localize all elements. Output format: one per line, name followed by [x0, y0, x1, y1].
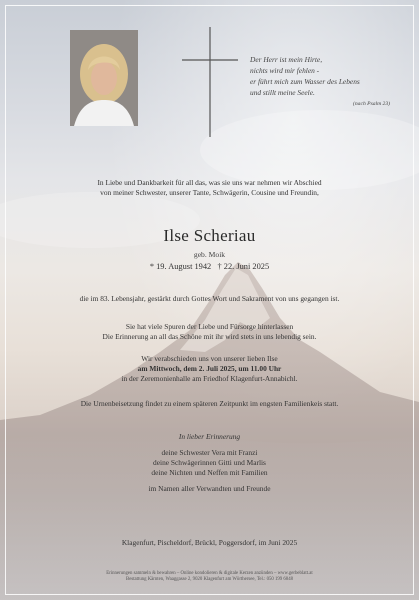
psalm-quote	[250, 54, 390, 110]
deceased-name: Ilse Scheriau	[163, 226, 256, 245]
intro-text	[30, 178, 389, 198]
mourner-line: im Namen aller Verwandten und Freunde	[148, 484, 271, 493]
intro-line-2: von meiner Schwester, unserer Tante, Schwägerin, Cousine und Freundin,	[100, 188, 319, 197]
farewell-line-2: am Mittwoch, dem 2. Juli 2025, um 11.00 Uhr	[137, 364, 282, 373]
psalm-line: nichts wird mir fehlen -	[250, 66, 320, 75]
mourners-heading: In lieber Erinnerung	[178, 432, 241, 441]
farewell-text	[30, 354, 389, 384]
mourner-line: deine Schwester Vera mit Franzi	[161, 448, 258, 457]
place-date: Klagenfurt, Pischeldorf, Brückl, Poggersdorf, im Juni 2025	[121, 538, 298, 547]
mourners-block	[30, 432, 389, 494]
mourner-line: deine Nichten und Neffen mit Familien	[151, 468, 268, 477]
memory-text	[30, 322, 389, 342]
life-dates	[30, 262, 389, 271]
cross-icon	[182, 27, 238, 137]
footer-line-2: Bestattung Kärnten, Waaggasse 2, 9020 Klagenfurt am Wörthersee, Tel.: 050 199 6848	[126, 577, 293, 583]
death-date: † 22. Juni 2025	[217, 262, 270, 271]
birth-date: * 19. August 1942	[149, 262, 212, 271]
age-line: die im 83. Lebensjahr, gestärkt durch Gottes Wort und Sakrament von uns gegangen ist.	[79, 294, 340, 303]
farewell-line-3: in der Zeremonienhalle am Friedhof Klagenfurt-Annabichl.	[121, 374, 298, 383]
memory-line-2: Die Erinnerung an all das Schöne mit ihr wird stets in uns lebendig sein.	[102, 332, 317, 341]
mourner-line: deine Schwägerinnen Gitti und Marlis	[153, 458, 266, 467]
urn-burial-text: Die Urnenbeisetzung findet zu einem späteren Zeitpunkt im engsten Familienkeis statt.	[80, 399, 339, 408]
maiden-name: geb. Moik	[193, 250, 226, 259]
portrait-photo	[70, 30, 138, 126]
psalm-line: er führt mich zum Wasser des Lebens	[250, 77, 360, 86]
psalm-line: und stillt meine Seele.	[250, 88, 315, 97]
farewell-line-1: Wir verabschieden uns von unserer lieben Ilse	[141, 354, 278, 363]
psalm-line: Der Herr ist mein Hirte,	[250, 55, 323, 64]
footer	[20, 571, 399, 583]
footer-line-1: Erinnerungen sammeln & bewahren – Online kondolieren & digitale Kerzen anzünden – www.gerbeblatt.at	[106, 571, 313, 576]
memory-line-1: Sie hat viele Spuren der Liebe und Fürsorge hinterlassen	[125, 322, 294, 331]
psalm-source: (nach Psalm 23)	[353, 101, 390, 107]
intro-line-1: In Liebe und Dankbarkeit für all das, was sie uns war nehmen wir Abschied	[97, 178, 322, 187]
